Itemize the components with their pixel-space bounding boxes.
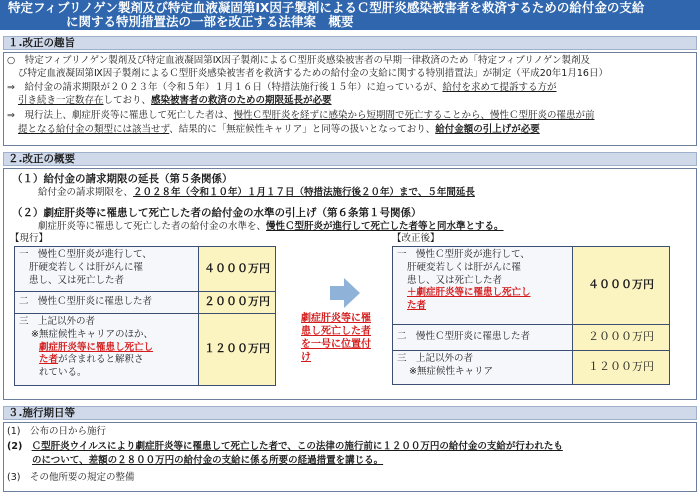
- arrow-note-l3: を一号に位置付: [301, 339, 371, 350]
- sec3-line-3: のについて、差額の２８００万円の給付金の支給に係る所要の経過措置を講じる。: [32, 455, 384, 466]
- sec1-line-5: [7, 110, 594, 123]
- revised-table: [392, 246, 670, 385]
- section-3-box: [3, 422, 697, 492]
- revised-label: 【改正後】: [392, 233, 440, 244]
- revised-row-1-text: [393, 247, 573, 325]
- arrow-right-icon: [330, 278, 360, 308]
- section-3-title: ３.施行期日等: [3, 406, 697, 420]
- current-row-3-text: [15, 314, 199, 386]
- sec1-line-4b: しており、: [103, 95, 152, 106]
- sec3-line-2a: (2): [7, 441, 23, 452]
- revised-r3-l1: 三 上記以外の者: [397, 353, 474, 364]
- title-line-1: 特定フィブリノゲン製剤及び特定血液凝固第Ⅸ因子製剤によるＣ型肝炎感染被害者を救済するための給付金の支給: [8, 0, 645, 15]
- current-row-1-amount: ４０００万円: [199, 247, 276, 292]
- current-row-2-text: 二 慢性Ｃ型肝炎に罹患した者: [15, 292, 199, 314]
- arrow-note: [301, 312, 387, 364]
- current-r1-l1: 一 慢性Ｃ型肝炎が進行して、: [19, 249, 152, 260]
- revised-row-3-amount: １２００万円: [573, 351, 670, 385]
- sec2-body-1b: ２０２８年（令和１０年）１月１７日（特措法施行後２０年）まで、５年間延長: [133, 187, 475, 198]
- current-label: 【現行】: [10, 233, 49, 244]
- sec1-line-5b: 慢性Ｃ型肝炎を経ずに感染から短期間で死亡することから、慢性Ｃ型肝炎の罹患が前: [233, 110, 595, 121]
- revised-r1-l3: 患し、又は死亡した者: [407, 274, 503, 286]
- current-row-3-amount: １２００万円: [199, 314, 276, 386]
- sec1-line-4c: 感染被害者の救済のための期限延長が必要: [151, 95, 332, 106]
- revised-r1-l5: た者: [407, 300, 427, 312]
- current-r3-l3: 劇症肝炎等に罹患し死亡し: [39, 341, 154, 353]
- sec2-body-2b: 慢性Ｃ型肝炎が進行して死亡した者等と同水準とする。: [266, 221, 504, 232]
- sec2-body-2: [38, 221, 504, 234]
- sec1-line-6b: 、結果的に「無症候性キャリア」と同等の扱いとなっており、: [169, 124, 436, 135]
- revised-r1-l1: 一 慢性Ｃ型肝炎が進行して、: [397, 249, 530, 260]
- sec1-line-2: び特定血液凝固第Ⅸ因子製剤によるＣ型肝炎感染被害者を救済するための給付金の支給に関する特別措置法」が制定（平成20年1月16日）: [18, 68, 608, 79]
- arrow-note-l1: 劇症肝炎等に罹: [301, 313, 371, 324]
- sec2-heading-2: （２）劇症肝炎等に罹患して死亡した者の給付金の水準の引上げ（第６条第１号関係）: [12, 207, 422, 219]
- current-r3-l1: 三 上記以外の者: [19, 316, 96, 327]
- sec1-line-1: ○ 特定フィブリノゲン製剤及び特定血液凝固第Ⅸ因子製剤によるＣ型肝炎感染被害者の早期一律救済のため「特定フィブリノゲン製剤及: [7, 55, 591, 66]
- revised-row-3-text: [393, 351, 573, 385]
- current-row-1-text: [15, 247, 199, 292]
- current-r3-l5: が含まれると解釈さ: [58, 354, 144, 366]
- current-r3-l4: た者: [39, 354, 59, 366]
- sec2-body-1a: 給付金の請求期限を、: [38, 187, 134, 198]
- current-table: [14, 246, 276, 386]
- sec3-line-2b: Ｃ型肝炎ウイルスにより劇症肝炎等に罹患して死亡した者で、この法律の施行前に１２００万円の給付金の支給が行われたも: [31, 441, 563, 452]
- document-title: [0, 0, 700, 30]
- sec3-line-4: (3) その他所要の規定の整備: [7, 472, 135, 483]
- sec1-line-4: [18, 95, 332, 108]
- revised-r3-l2: ※無症候性キャリア: [409, 365, 493, 377]
- arrow-note-l2: 患し死亡した者: [301, 326, 371, 337]
- section-1-box: [3, 52, 697, 146]
- sec1-line-3: [7, 82, 556, 95]
- sec2-body-1: [38, 187, 475, 200]
- revised-r1-l2: 肝硬変若しくは肝がんに罹: [407, 261, 522, 273]
- title-line-2: に関する特別措置法の一部を改正する法律案 概要: [66, 14, 354, 29]
- sec1-line-3b: 給付を求めて提訴する方が: [442, 82, 557, 93]
- current-r1-l3: 患し、又は死亡した者: [29, 274, 125, 286]
- sec1-line-6c: 給付金額の引上げが必要: [435, 124, 540, 135]
- section-2-title: ２.改正の概要: [3, 152, 697, 166]
- current-row-2-amount: ２０００万円: [199, 292, 276, 314]
- section-1-title: １.改正の趣旨: [3, 36, 697, 50]
- revised-r1-l4: ＋劇症肝炎等に罹患し死亡し: [407, 287, 531, 299]
- sec2-body-2a: 劇症肝炎等に罹患して死亡した者の給付金の水準を、: [38, 221, 267, 232]
- sec1-line-6: [18, 124, 540, 137]
- sec1-line-5a: ⇒ 現行法上、劇症肝炎等に罹患して死亡した者は、: [7, 110, 234, 121]
- revised-row-1-amount: ４０００万円: [573, 247, 670, 325]
- current-r1-l2: 肝硬変若しくは肝がんに罹: [29, 261, 144, 273]
- current-r3-l6: れている。: [39, 367, 87, 379]
- current-r3-l2: ※無症候性キャリアのほか、: [31, 328, 153, 340]
- sec3-line-2: [7, 441, 563, 454]
- sec1-line-6a: 提となる給付金の類型には該当せず: [18, 124, 170, 135]
- sec1-line-3a: ⇒ 給付金の請求期限が２０２３年（令和５年）１月１６日（特措法施行後１５年）に迫っているが、: [7, 82, 443, 93]
- arrow-note-l4: け: [301, 352, 311, 363]
- revised-row-2-amount: ２０００万円: [573, 325, 670, 351]
- sec2-heading-1: （１）給付金の請求期限の延長（第５条関係）: [12, 173, 233, 185]
- sec3-line-1: (1) 公布の日から施行: [7, 426, 106, 437]
- revised-row-2-text: 二 慢性Ｃ型肝炎に罹患した者: [393, 325, 573, 351]
- sec1-line-4a: 引き続き一定数存在: [18, 95, 104, 106]
